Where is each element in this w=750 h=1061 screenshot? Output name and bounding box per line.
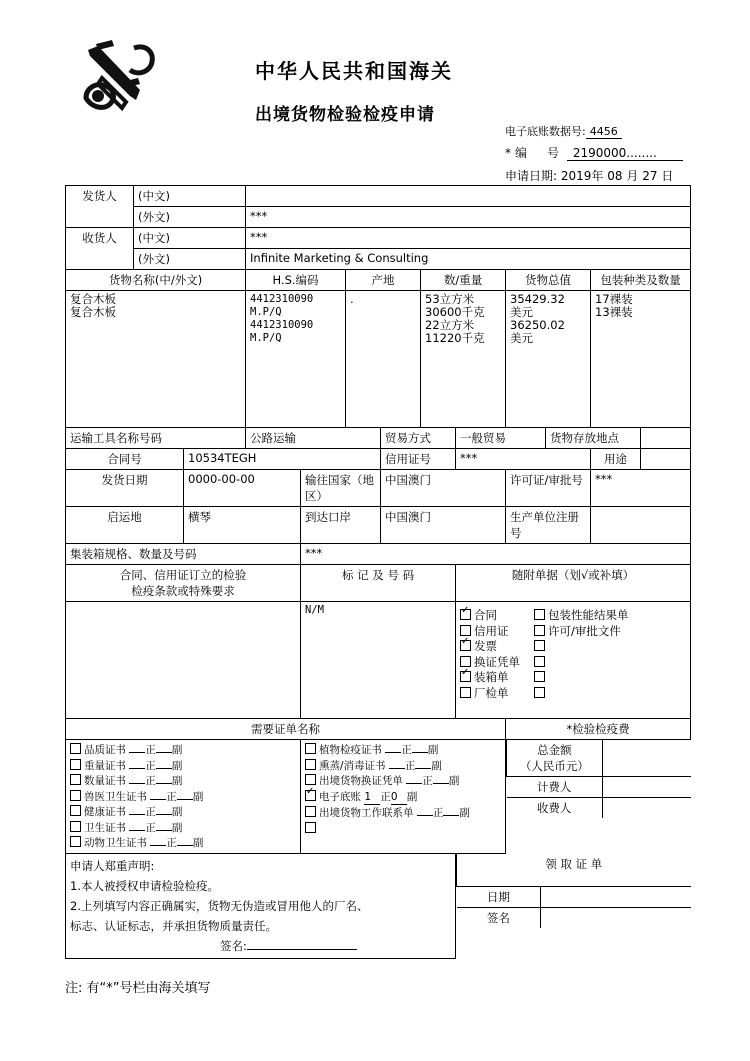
attachment-label: 厂检单 [474, 685, 509, 700]
certificates-column-1 [66, 740, 301, 854]
fee-row-calculator [507, 777, 691, 798]
goods-qty-line-1: 53立方米 [425, 292, 475, 306]
checkbox-icon[interactable] [534, 671, 545, 682]
certificate-label: 卫生证书 [84, 821, 126, 834]
goods-value-cell[interactable] [506, 291, 591, 428]
fee-row-collector [507, 798, 691, 819]
goods-pack-line-3: 13裸装 [595, 305, 633, 319]
shipper-cn-value[interactable] [246, 186, 691, 207]
fee-calculator-label: 计费人 [507, 777, 603, 798]
certificate-item[interactable] [305, 758, 501, 774]
certificate-fu-value[interactable] [415, 768, 431, 769]
zheng-unit: 正 [145, 806, 156, 818]
certificate-fu-value[interactable]: 0 [391, 790, 407, 806]
fu-unit: 副 [431, 759, 442, 772]
certificate-fu-value[interactable] [156, 814, 172, 815]
checkbox-icon[interactable] [70, 743, 81, 754]
goods-hs-line-4: M.P/Q [250, 332, 282, 344]
declaration-cell [66, 853, 456, 958]
serial-number-row [505, 144, 683, 161]
checkbox-icon[interactable] [534, 656, 545, 667]
declaration-line-2: 2.上列填写内容正确属实，货物无伪造或冒用他人的厂名、 [70, 898, 369, 913]
page-title: 中华人民共和国海关 [255, 59, 453, 83]
departure-row [66, 507, 691, 544]
fu-unit: 副 [171, 759, 183, 772]
zheng-unit: 正 [145, 759, 156, 772]
shipper-cn-label: (中文) [134, 186, 246, 207]
goods-header-qty: 数/重量 [421, 270, 506, 291]
certificates-label: 需要证单名称 [66, 719, 506, 740]
certificate-label: 电子底账 [319, 790, 362, 803]
contract-label: 合同号 [66, 449, 184, 470]
attachment-item[interactable] [460, 670, 520, 686]
use-label: 用途 [591, 449, 641, 470]
container-row [66, 544, 691, 565]
storage-place-label: 货物存放地点 [546, 428, 641, 449]
application-date-day: 27 [642, 169, 658, 183]
declaration-signature-label: 签名: [220, 938, 247, 953]
certificate-zheng-value[interactable] [406, 783, 422, 784]
goods-origin-cell[interactable] [346, 291, 421, 428]
goods-header-value: 货物总值 [506, 270, 591, 291]
vehicle-row [66, 428, 691, 449]
producer-reg-label: 生产单位注册号 [506, 507, 591, 544]
trade-mode-value[interactable]: 一般贸易 [456, 428, 546, 449]
declaration-line-1: 1.本人被授权申请检验检疫。 [70, 878, 219, 893]
attachment-item[interactable] [534, 655, 629, 671]
attachment-label: 包装性能结果单 [548, 608, 629, 622]
checkbox-icon[interactable] [305, 743, 316, 754]
storage-place-value[interactable] [641, 428, 691, 449]
receipt-sign-label: 签名 [457, 907, 541, 928]
checkbox-icon-checked[interactable] [460, 609, 471, 620]
goods-origin-line-1: . [350, 292, 354, 306]
zheng-unit: 正 [145, 744, 156, 756]
checkbox-icon[interactable] [305, 822, 316, 833]
receipt-date-label: 日期 [457, 886, 541, 907]
certificate-fu-value[interactable] [156, 768, 172, 769]
month-unit: 月 [626, 169, 639, 183]
certificate-label: 品质证书 [84, 744, 126, 756]
goods-header-hs: H.S.编码 [246, 270, 346, 291]
ledger-value: 4456 [586, 125, 622, 139]
fee-collector-value[interactable] [602, 798, 690, 819]
certificate-zheng-value[interactable] [389, 768, 405, 769]
checkbox-icon-checked[interactable] [460, 640, 471, 651]
checkbox-icon[interactable] [70, 805, 81, 816]
checkbox-icon[interactable] [70, 774, 81, 785]
consignee-label: 收货人 [66, 228, 134, 270]
attachment-item[interactable] [460, 686, 520, 702]
certificate-item[interactable] [70, 742, 296, 758]
fu-unit: 副 [171, 775, 183, 787]
attachment-item[interactable] [534, 639, 629, 655]
declaration-row [66, 853, 691, 958]
certificate-zheng-value[interactable]: 1 [364, 790, 380, 806]
attachment-label: 装箱单 [474, 670, 509, 684]
fu-unit: 副 [171, 744, 183, 756]
fu-unit: 副 [427, 744, 439, 756]
consignee-fn-label: (外文) [134, 249, 246, 270]
ship-date-row [66, 470, 691, 507]
certificate-item[interactable] [70, 789, 296, 805]
trade-mode-label: 贸易方式 [381, 428, 456, 449]
certificate-zheng-value[interactable] [385, 752, 401, 753]
certificates-column-2 [301, 740, 506, 854]
consignee-cn-row [66, 228, 691, 249]
certificate-item[interactable] [305, 742, 501, 758]
serial-number-label: *编 号 [505, 146, 564, 160]
goods-header-name: 货物名称(中/外文) [66, 270, 246, 291]
zheng-unit: 正 [380, 790, 391, 803]
certificate-item[interactable] [70, 820, 296, 836]
page-subtitle: 出境货物检验检疫申请 [255, 105, 435, 125]
attachment-item[interactable] [534, 624, 629, 640]
zheng-unit: 正 [145, 821, 156, 834]
attachment-label: 发票 [474, 639, 498, 653]
checkbox-icon[interactable] [460, 687, 471, 698]
checkbox-icon[interactable] [70, 821, 81, 832]
attachments-cell [456, 602, 691, 719]
certificate-zheng-value[interactable] [129, 768, 145, 769]
consignee-fn-value[interactable]: Infinite Marketing & Consulting [246, 249, 691, 270]
arrival-port-label: 到达口岸 [301, 507, 381, 544]
attachment-item[interactable] [460, 639, 520, 655]
vehicle-value[interactable]: 公路运输 [246, 428, 381, 449]
goods-hs-line-1: 4412310090 [250, 293, 314, 305]
goods-name-line-2: 复合木板 [70, 305, 116, 319]
lc-value[interactable]: *** [456, 449, 591, 470]
contract-row [66, 449, 691, 470]
certificate-fu-value[interactable] [156, 752, 172, 753]
consignee-cn-value[interactable]: *** [246, 228, 691, 249]
declaration-signature-line[interactable] [247, 949, 357, 950]
fee-total-label [507, 740, 603, 777]
checkbox-icon[interactable] [534, 609, 545, 620]
goods-hs-cell[interactable] [246, 291, 346, 428]
shipper-fn-value[interactable]: *** [246, 207, 691, 228]
goods-value-line-2: 美元 [510, 305, 534, 319]
certificate-fu-value[interactable] [443, 815, 459, 816]
vehicle-label: 运输工具名称号码 [66, 428, 246, 449]
checkbox-icon[interactable] [534, 687, 545, 698]
fee-block [506, 740, 691, 854]
license-value[interactable]: *** [591, 470, 691, 507]
certificate-label: 重量证书 [84, 759, 126, 772]
fu-unit: 副 [448, 775, 460, 787]
checkbox-icon[interactable] [534, 625, 545, 636]
goods-value-line-4: 美元 [510, 331, 534, 345]
serial-number-value: 2190000........ [567, 146, 683, 161]
receipt-date-value[interactable] [541, 886, 691, 907]
certificate-label: 兽医卫生证书 [84, 790, 147, 803]
certificate-zheng-value[interactable] [150, 845, 166, 846]
form-table [65, 185, 691, 959]
certificate-item[interactable] [305, 805, 501, 821]
checkbox-icon[interactable] [460, 656, 471, 667]
certificate-item[interactable] [70, 835, 296, 851]
fu-unit: 副 [192, 790, 204, 803]
fu-unit: 副 [406, 790, 418, 803]
checkbox-icon[interactable] [70, 790, 81, 801]
goods-qty-line-4: 11220千克 [425, 331, 485, 345]
certificates-body-row [66, 740, 691, 854]
certificate-item[interactable] [305, 821, 501, 837]
attachment-label: 许可/审批文件 [548, 623, 621, 638]
ledger-label: 电子底账数据号: [505, 125, 586, 138]
certificate-fu-value[interactable] [177, 845, 193, 846]
receipt-title-row [457, 854, 691, 887]
receipt-title: 领 取 证 单 [457, 854, 691, 887]
attachment-label: 信用证 [474, 623, 509, 638]
checkbox-icon[interactable] [70, 836, 81, 847]
goods-name-line-1: 复合木板 [70, 292, 116, 306]
certificate-fu-value[interactable] [177, 799, 193, 800]
ship-date-label: 发货日期 [66, 470, 184, 507]
clause-col-label-line2: 检疫条款或特殊要求 [131, 584, 235, 598]
license-label: 许可证/审批号 [506, 470, 591, 507]
receipt-date-row [457, 886, 691, 907]
goods-qty-line-2: 30600千克 [425, 305, 485, 319]
shipper-label: 发货人 [66, 186, 134, 228]
arrival-port-value[interactable]: 中国澳门 [381, 507, 506, 544]
fu-unit: 副 [459, 807, 470, 819]
marks-value-cell[interactable] [301, 602, 456, 719]
fee-total-value[interactable] [602, 740, 690, 777]
certificate-label: 熏蒸/消毒证书 [319, 759, 386, 772]
lc-label: 信用证号 [381, 449, 456, 470]
receipt-sign-row [457, 907, 691, 928]
zheng-unit: 正 [166, 837, 177, 849]
certificate-zheng-value[interactable] [129, 814, 145, 815]
clause-text-cell[interactable] [66, 602, 301, 719]
attachments-label: 随附单据（划√或补填） [456, 565, 691, 602]
year-unit: 年 [591, 169, 604, 183]
goods-value-line-3: 36250.02 [510, 318, 565, 332]
goods-qty-line-3: 22立方米 [425, 318, 475, 332]
consignee-fn-row [66, 249, 691, 270]
fee-total-label-line2: （人民币元） [519, 759, 589, 773]
certificate-label: 植物检疫证书 [319, 744, 383, 756]
certificates-header-row [66, 719, 691, 740]
fu-unit: 副 [171, 821, 183, 834]
goods-name-cell[interactable] [66, 291, 246, 428]
ship-date-value[interactable]: 0000-00-00 [184, 470, 301, 507]
marks-label: 标 记 及 号 码 [301, 565, 456, 602]
zheng-unit: 正 [404, 759, 416, 772]
certificate-fu-value[interactable] [156, 830, 172, 831]
day-unit: 日 [661, 169, 674, 183]
certificate-zheng-value[interactable] [417, 815, 433, 816]
departure-value[interactable]: 横琴 [184, 507, 301, 544]
certificate-item[interactable] [70, 773, 296, 789]
fee-row-total [507, 740, 691, 777]
footer-note: 注: 有“*”号栏由海关填写 [65, 981, 211, 996]
fu-unit: 副 [171, 806, 183, 818]
checkbox-icon[interactable] [305, 759, 316, 770]
shipper-fn-label: (外文) [134, 207, 246, 228]
checkbox-icon[interactable] [305, 806, 316, 817]
goods-hs-line-2: M.P/Q [250, 306, 282, 318]
fu-unit: 副 [192, 837, 204, 849]
certificate-item[interactable] [70, 758, 296, 774]
clause-col-label-line1: 合同、信用证订立的检验 [119, 568, 247, 582]
certificate-zheng-value[interactable] [129, 752, 145, 753]
customs-emblem-icon [78, 38, 158, 118]
certificate-fu-value[interactable] [433, 783, 449, 784]
clauses-header-row [66, 565, 691, 602]
checkbox-icon-checked[interactable] [305, 790, 316, 801]
certificate-zheng-value[interactable] [129, 783, 145, 784]
application-date-label: 申请日期: [505, 169, 558, 183]
declaration-line-3: 标志、认证标志，并承担货物质量责任。 [70, 918, 277, 933]
producer-reg-value[interactable] [591, 507, 691, 544]
fee-calculator-value[interactable] [602, 777, 690, 798]
zheng-unit: 正 [166, 790, 177, 803]
attachment-label: 合同 [474, 608, 498, 622]
declaration-signature[interactable] [220, 936, 451, 956]
departure-label: 启运地 [66, 507, 184, 544]
goods-body-row [66, 291, 691, 428]
dest-country-value[interactable]: 中国澳门 [381, 470, 506, 507]
checkbox-icon[interactable] [305, 774, 316, 785]
certificate-label: 出境货物换证凭单 [319, 775, 404, 787]
dest-country-label: 输往国家（地区） [301, 470, 381, 507]
certificate-zheng-value[interactable] [150, 799, 166, 800]
clauses-body-row [66, 602, 691, 719]
checkbox-icon[interactable] [70, 759, 81, 770]
clause-col-label [66, 565, 301, 602]
certificate-label: 出境货物工作联系单 [319, 807, 414, 819]
attachment-item[interactable] [534, 686, 629, 702]
certificate-fu-value[interactable] [156, 783, 172, 784]
checkbox-icon[interactable] [534, 640, 545, 651]
zheng-unit: 正 [145, 775, 156, 787]
zheng-unit: 正 [422, 775, 433, 787]
checkbox-icon-checked[interactable] [460, 671, 471, 682]
consignee-cn-label: (中文) [134, 228, 246, 249]
goods-value-line-1: 35429.32 [510, 292, 565, 306]
attachment-label: 换证凭单 [474, 654, 521, 669]
zheng-unit: 正 [401, 744, 412, 756]
goods-qty-cell[interactable] [421, 291, 506, 428]
certificate-item-electronic-ledger[interactable] [305, 789, 501, 806]
attachments-column-1 [460, 608, 520, 701]
container-value[interactable]: *** [301, 544, 691, 565]
goods-header-pack: 包装种类及数量 [591, 270, 691, 291]
goods-hs-line-3: 4412310090 [250, 319, 314, 331]
use-value[interactable] [641, 449, 691, 470]
receipt-sign-value[interactable] [541, 907, 691, 928]
certificate-label: 数量证书 [84, 775, 126, 787]
ledger-number-row [505, 123, 622, 139]
goods-pack-line-1: 17裸装 [595, 292, 633, 306]
goods-pack-cell[interactable] [591, 291, 691, 428]
certificate-fu-value[interactable] [412, 752, 428, 753]
application-date-month: 08 [607, 169, 623, 183]
inspection-fee-label: *检验检疫费 [506, 719, 691, 740]
goods-header-row [66, 270, 691, 291]
attachments-column-2 [534, 608, 629, 701]
certificate-zheng-value[interactable] [129, 830, 145, 831]
goods-header-origin: 产地 [346, 270, 421, 291]
certificate-label: 动物卫生证书 [84, 837, 147, 849]
fee-total-label-line1: 总金额 [537, 743, 572, 757]
application-date-row [505, 167, 673, 184]
marks-value: N/M [305, 604, 324, 616]
attachment-item[interactable] [534, 670, 629, 686]
fee-collector-label: 收费人 [507, 798, 603, 819]
application-date-year: 2019 [560, 169, 592, 183]
certificate-label: 健康证书 [84, 806, 126, 818]
checkbox-icon[interactable] [460, 625, 471, 636]
declaration-title: 申请人郑重声明: [70, 858, 155, 873]
attachment-item[interactable] [460, 608, 520, 624]
container-label: 集装箱规格、数量及号码 [66, 544, 301, 565]
contract-value[interactable]: 10534TEGH [184, 449, 381, 470]
attachment-item[interactable] [534, 608, 629, 624]
certificate-item[interactable] [70, 804, 296, 820]
zheng-unit: 正 [432, 807, 444, 819]
receipt-block [456, 853, 691, 958]
shipper-fn-row [66, 207, 691, 228]
shipper-cn-row [66, 186, 691, 207]
certificate-item[interactable] [305, 773, 501, 789]
